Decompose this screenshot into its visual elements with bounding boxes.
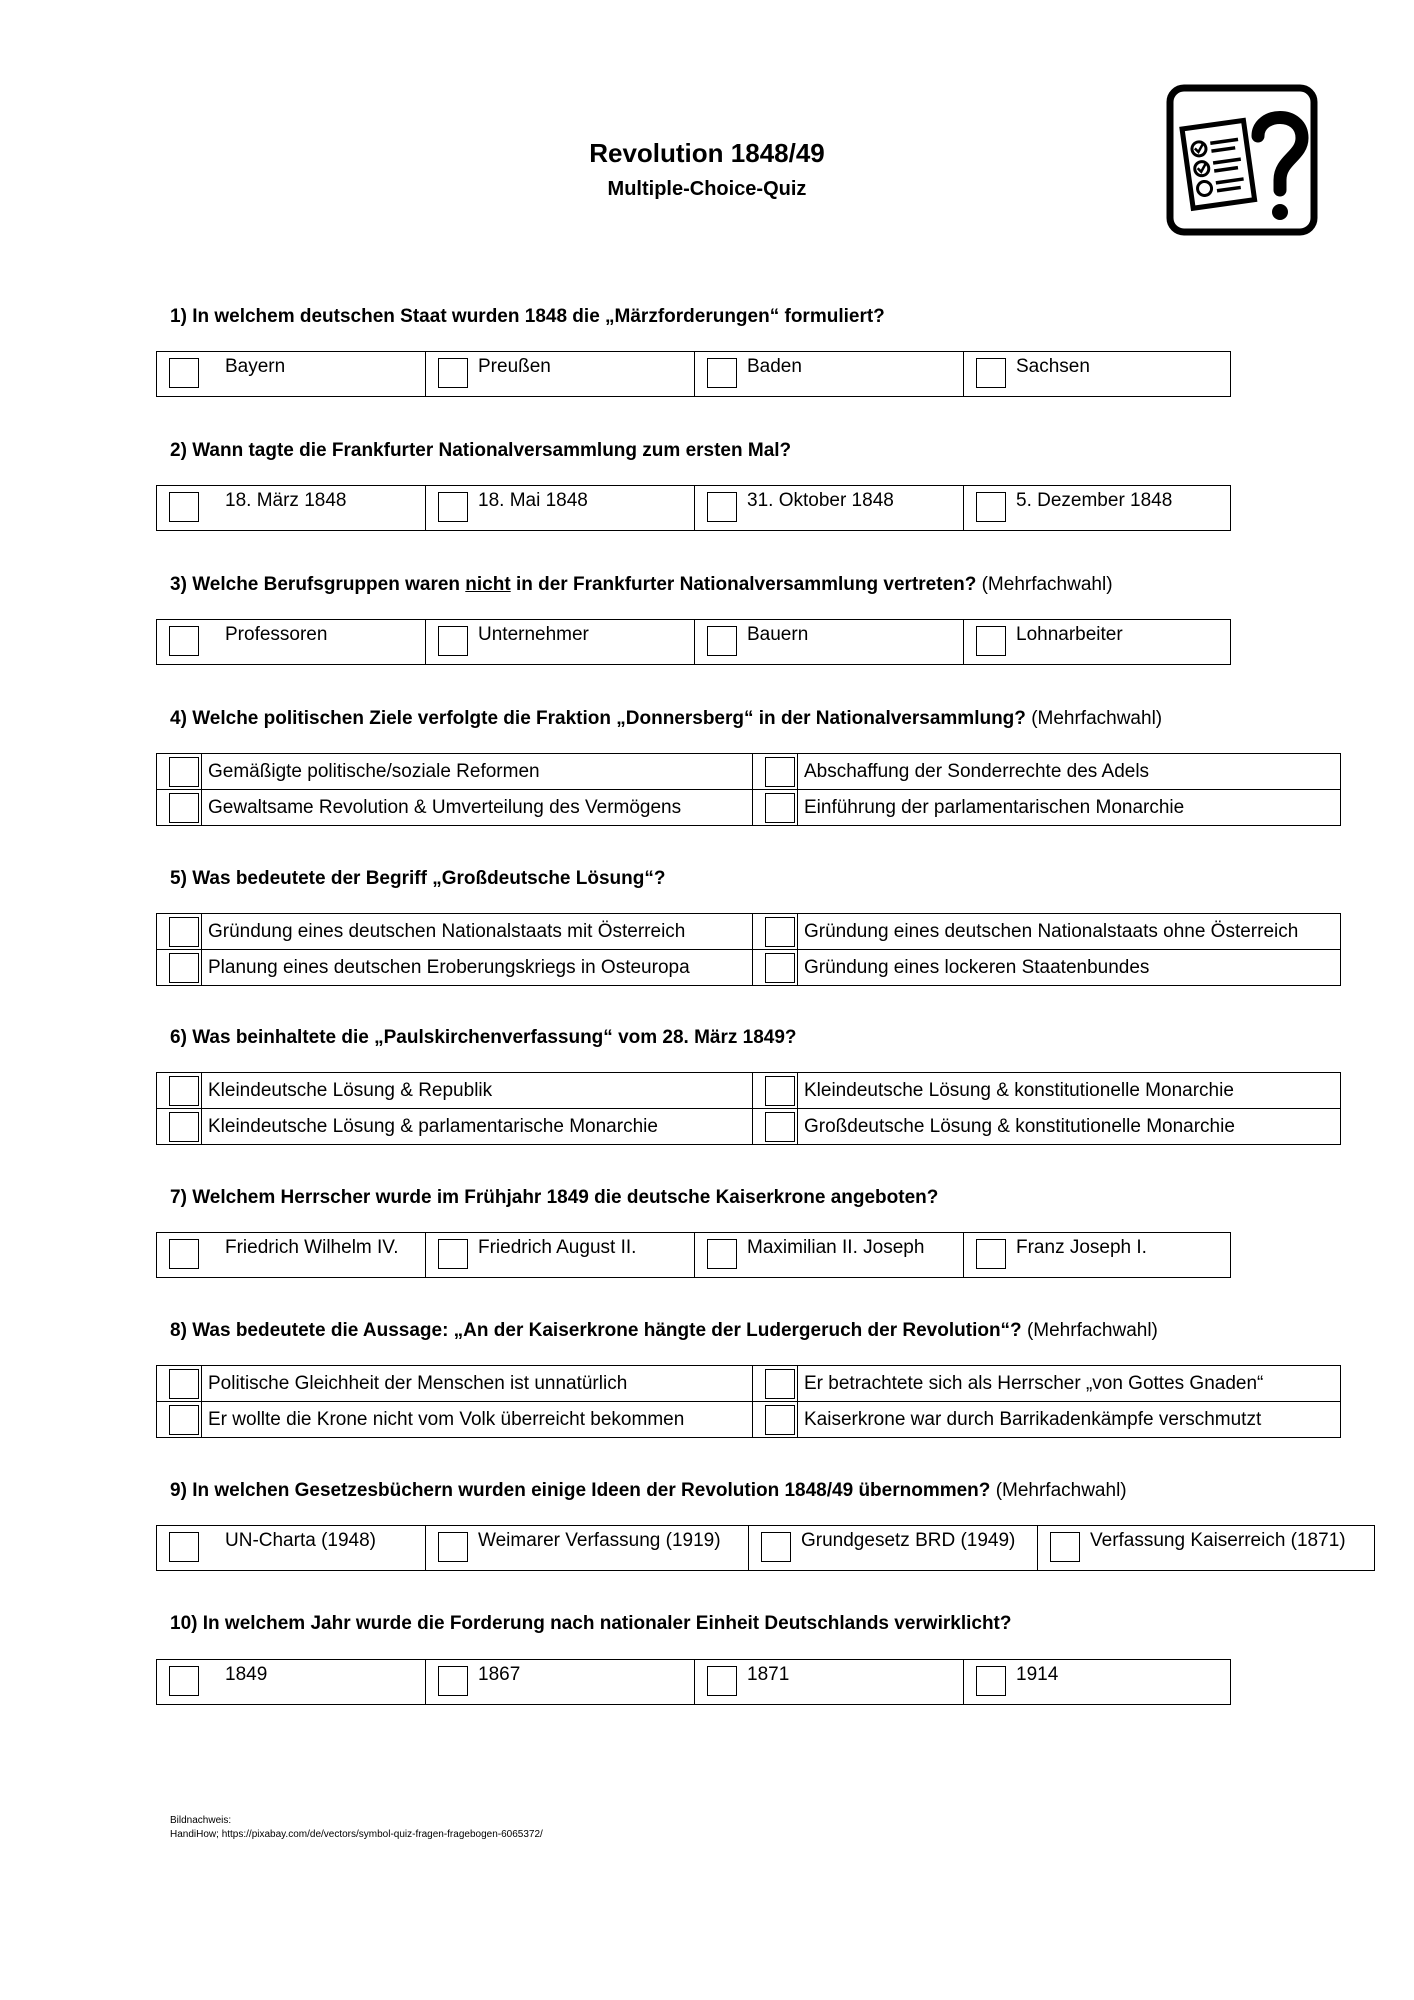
option-label: Kleindeutsche Lösung & parlamentarische Monarchie (208, 1115, 658, 1137)
question-7 (170, 1187, 938, 1209)
option-label: Baden (747, 356, 802, 377)
option-label: Politische Gleichheit der Menschen ist unnatürlich (208, 1372, 628, 1394)
option-label: 1914 (1016, 1664, 1059, 1685)
option-label: Gründung eines lockeren Staatenbundes (804, 956, 1150, 978)
checkbox[interactable] (169, 1532, 199, 1562)
option-label: Preußen (478, 356, 551, 377)
checkbox[interactable] (169, 917, 199, 947)
option-label: 18. März 1848 (225, 490, 347, 511)
option-label: Großdeutsche Lösung & konstitutionelle Monarchie (804, 1115, 1235, 1137)
option-label: 1867 (478, 1664, 521, 1685)
option-label: Weimarer Verfassung (1919) (478, 1530, 721, 1551)
question-number: 9) (170, 1480, 187, 1501)
question-text: In welchen Gesetzesbüchern wurden einige Ideen der Revolution 1848/49 übernommen? (192, 1480, 991, 1501)
checkbox[interactable] (765, 1112, 795, 1142)
option-label: 31. Oktober 1848 (747, 490, 894, 511)
answer-table-4 (156, 753, 1341, 826)
checkbox[interactable] (438, 1532, 468, 1562)
option-label: 1871 (747, 1664, 790, 1685)
option-label: Kleindeutsche Lösung & Republik (208, 1079, 493, 1101)
question-number: 3) (170, 574, 187, 595)
checkbox[interactable] (976, 492, 1006, 522)
option-label: Gewaltsame Revolution & Umverteilung des Vermögens (208, 796, 682, 818)
checkbox[interactable] (976, 626, 1006, 656)
option-label: Verfassung Kaiserreich (1871) (1090, 1530, 1346, 1551)
option-label: Lohnarbeiter (1016, 624, 1123, 645)
option-label: Planung eines deutschen Eroberungskriegs in Osteuropa (208, 956, 690, 978)
checkbox[interactable] (765, 757, 795, 787)
option-label: UN-Charta (1948) (225, 1530, 376, 1551)
question-number: 5) (170, 868, 187, 889)
checkbox[interactable] (765, 1076, 795, 1106)
answer-table-8 (156, 1365, 1341, 1438)
checkbox[interactable] (761, 1532, 791, 1562)
question-emphasis: nicht (465, 574, 511, 595)
credit-heading: Bildnachweis: (170, 1815, 232, 1826)
option-label: Grundgesetz BRD (1949) (801, 1530, 1016, 1551)
question-5 (170, 868, 665, 890)
question-text: Was beinhaltete die „Paulskirchenverfassung“ vom 28. März 1849? (192, 1027, 797, 1048)
question-number: 1) (170, 306, 187, 327)
question-text-after: in der Frankfurter Nationalversammlung vertreten? (510, 574, 977, 595)
checkbox[interactable] (169, 757, 199, 787)
checkbox[interactable] (438, 492, 468, 522)
question-text: Wann tagte die Frankfurter Nationalversammlung zum ersten Mal? (192, 440, 792, 461)
checkbox[interactable] (169, 1405, 199, 1435)
checkbox[interactable] (169, 1666, 199, 1696)
option-label: Einführung der parlamentarischen Monarchie (804, 796, 1185, 818)
question-text: Was bedeutete der Begriff „Großdeutsche Lösung“? (192, 868, 666, 889)
checkbox[interactable] (438, 1239, 468, 1269)
checkbox[interactable] (169, 1239, 199, 1269)
question-note: (Mehrfachwahl) (1031, 708, 1163, 729)
page-subtitle: Multiple-Choice-Quiz (607, 178, 807, 200)
checkbox[interactable] (438, 1666, 468, 1696)
question-number: 10) (170, 1613, 198, 1634)
option-label: 18. Mai 1848 (478, 490, 588, 511)
option-label: Maximilian II. Joseph (747, 1237, 925, 1258)
question-number: 7) (170, 1187, 187, 1208)
checkbox[interactable] (169, 492, 199, 522)
option-label: Er betrachtete sich als Herrscher „von Gottes Gnaden“ (804, 1372, 1264, 1394)
checkbox[interactable] (169, 953, 199, 983)
answer-table-1 (156, 351, 1231, 397)
checkbox[interactable] (707, 1666, 737, 1696)
checkbox[interactable] (976, 1239, 1006, 1269)
checkbox[interactable] (976, 1666, 1006, 1696)
option-label: Gründung eines deutschen Nationalstaats ohne Österreich (804, 920, 1299, 942)
checkbox[interactable] (707, 358, 737, 388)
question-number: 8) (170, 1320, 187, 1341)
question-6 (170, 1027, 797, 1049)
question-text: In welchem Jahr wurde die Forderung nach nationaler Einheit Deutschlands verwirklicht? (202, 1613, 1012, 1634)
question-note: (Mehrfachwahl) (995, 1480, 1127, 1501)
checkbox[interactable] (169, 793, 199, 823)
checkbox[interactable] (765, 917, 795, 947)
option-label: Bayern (225, 356, 286, 377)
checkbox[interactable] (169, 1112, 199, 1142)
answer-table-9 (156, 1525, 1375, 1571)
option-label: Sachsen (1016, 356, 1090, 377)
answer-table-3 (156, 619, 1231, 665)
checkbox[interactable] (765, 953, 795, 983)
option-label: Kaiserkrone war durch Barrikadenkämpfe verschmutzt (804, 1408, 1262, 1430)
question-text: Welchem Herrscher wurde im Frühjahr 1849 die deutsche Kaiserkrone angeboten? (192, 1187, 939, 1208)
option-label: Professoren (225, 624, 328, 645)
checkbox[interactable] (707, 626, 737, 656)
option-label: Abschaffung der Sonderrechte des Adels (804, 760, 1150, 782)
checkbox[interactable] (438, 358, 468, 388)
question-text-before: Welche Berufsgruppen waren (192, 574, 466, 595)
question-10 (170, 1613, 1011, 1635)
question-note: (Mehrfachwahl) (1026, 1320, 1158, 1341)
question-text: In welchem deutschen Staat wurden 1848 die „Märzforderungen“ formuliert? (192, 306, 885, 327)
option-label: Friedrich August II. (478, 1237, 637, 1258)
question-8 (170, 1320, 1158, 1342)
checkbox[interactable] (169, 358, 199, 388)
credit-text: HandiHow; https://pixabay.com/de/vectors/symbol-quiz-fragen-fragebogen-6065372/ (170, 1829, 543, 1840)
option-label: 5. Dezember 1848 (1016, 490, 1173, 511)
option-label: 1849 (225, 1664, 268, 1685)
question-number: 2) (170, 440, 187, 461)
answer-table-2 (156, 485, 1231, 531)
answer-table-5 (156, 913, 1341, 986)
option-label: Er wollte die Krone nicht vom Volk überreicht bekommen (208, 1408, 685, 1430)
question-note: (Mehrfachwahl) (981, 574, 1113, 595)
checkbox[interactable] (707, 1239, 737, 1269)
checkbox[interactable] (169, 1076, 199, 1106)
question-4 (170, 708, 1162, 730)
option-label: Gemäßigte politische/soziale Reformen (208, 760, 540, 782)
checkbox[interactable] (765, 1369, 795, 1399)
page-title: Revolution 1848/49 (589, 138, 825, 168)
question-2 (170, 440, 791, 462)
option-label: Bauern (747, 624, 809, 645)
question-number: 4) (170, 708, 187, 729)
answer-table-7 (156, 1232, 1231, 1278)
question-1 (170, 306, 885, 328)
checkbox[interactable] (1050, 1532, 1080, 1562)
answer-table-6 (156, 1072, 1341, 1145)
quiz-checklist-question-icon (1166, 84, 1318, 236)
checkbox[interactable] (438, 626, 468, 656)
image-credit (170, 1814, 543, 1842)
checkbox[interactable] (707, 492, 737, 522)
checkbox[interactable] (169, 1369, 199, 1399)
option-label: Friedrich Wilhelm IV. (225, 1237, 399, 1258)
option-label: Gründung eines deutschen Nationalstaats mit Österreich (208, 920, 686, 942)
checkbox[interactable] (976, 358, 1006, 388)
option-label: Unternehmer (478, 624, 589, 645)
option-label: Franz Joseph I. (1016, 1237, 1147, 1258)
question-text: Welche politischen Ziele verfolgte die Fraktion „Donnersberg“ in der Nationalversammlung? (192, 708, 1026, 729)
question-number: 6) (170, 1027, 187, 1048)
checkbox[interactable] (169, 626, 199, 656)
checkbox[interactable] (765, 793, 795, 823)
option-label: Kleindeutsche Lösung & konstitutionelle Monarchie (804, 1079, 1234, 1101)
checkbox[interactable] (765, 1405, 795, 1435)
question-3 (170, 574, 1113, 596)
answer-table-10 (156, 1659, 1231, 1705)
question-9 (170, 1480, 1127, 1502)
question-text: Was bedeutete die Aussage: „An der Kaiserkrone hängte der Ludergeruch der Revolution“? (192, 1320, 1022, 1341)
